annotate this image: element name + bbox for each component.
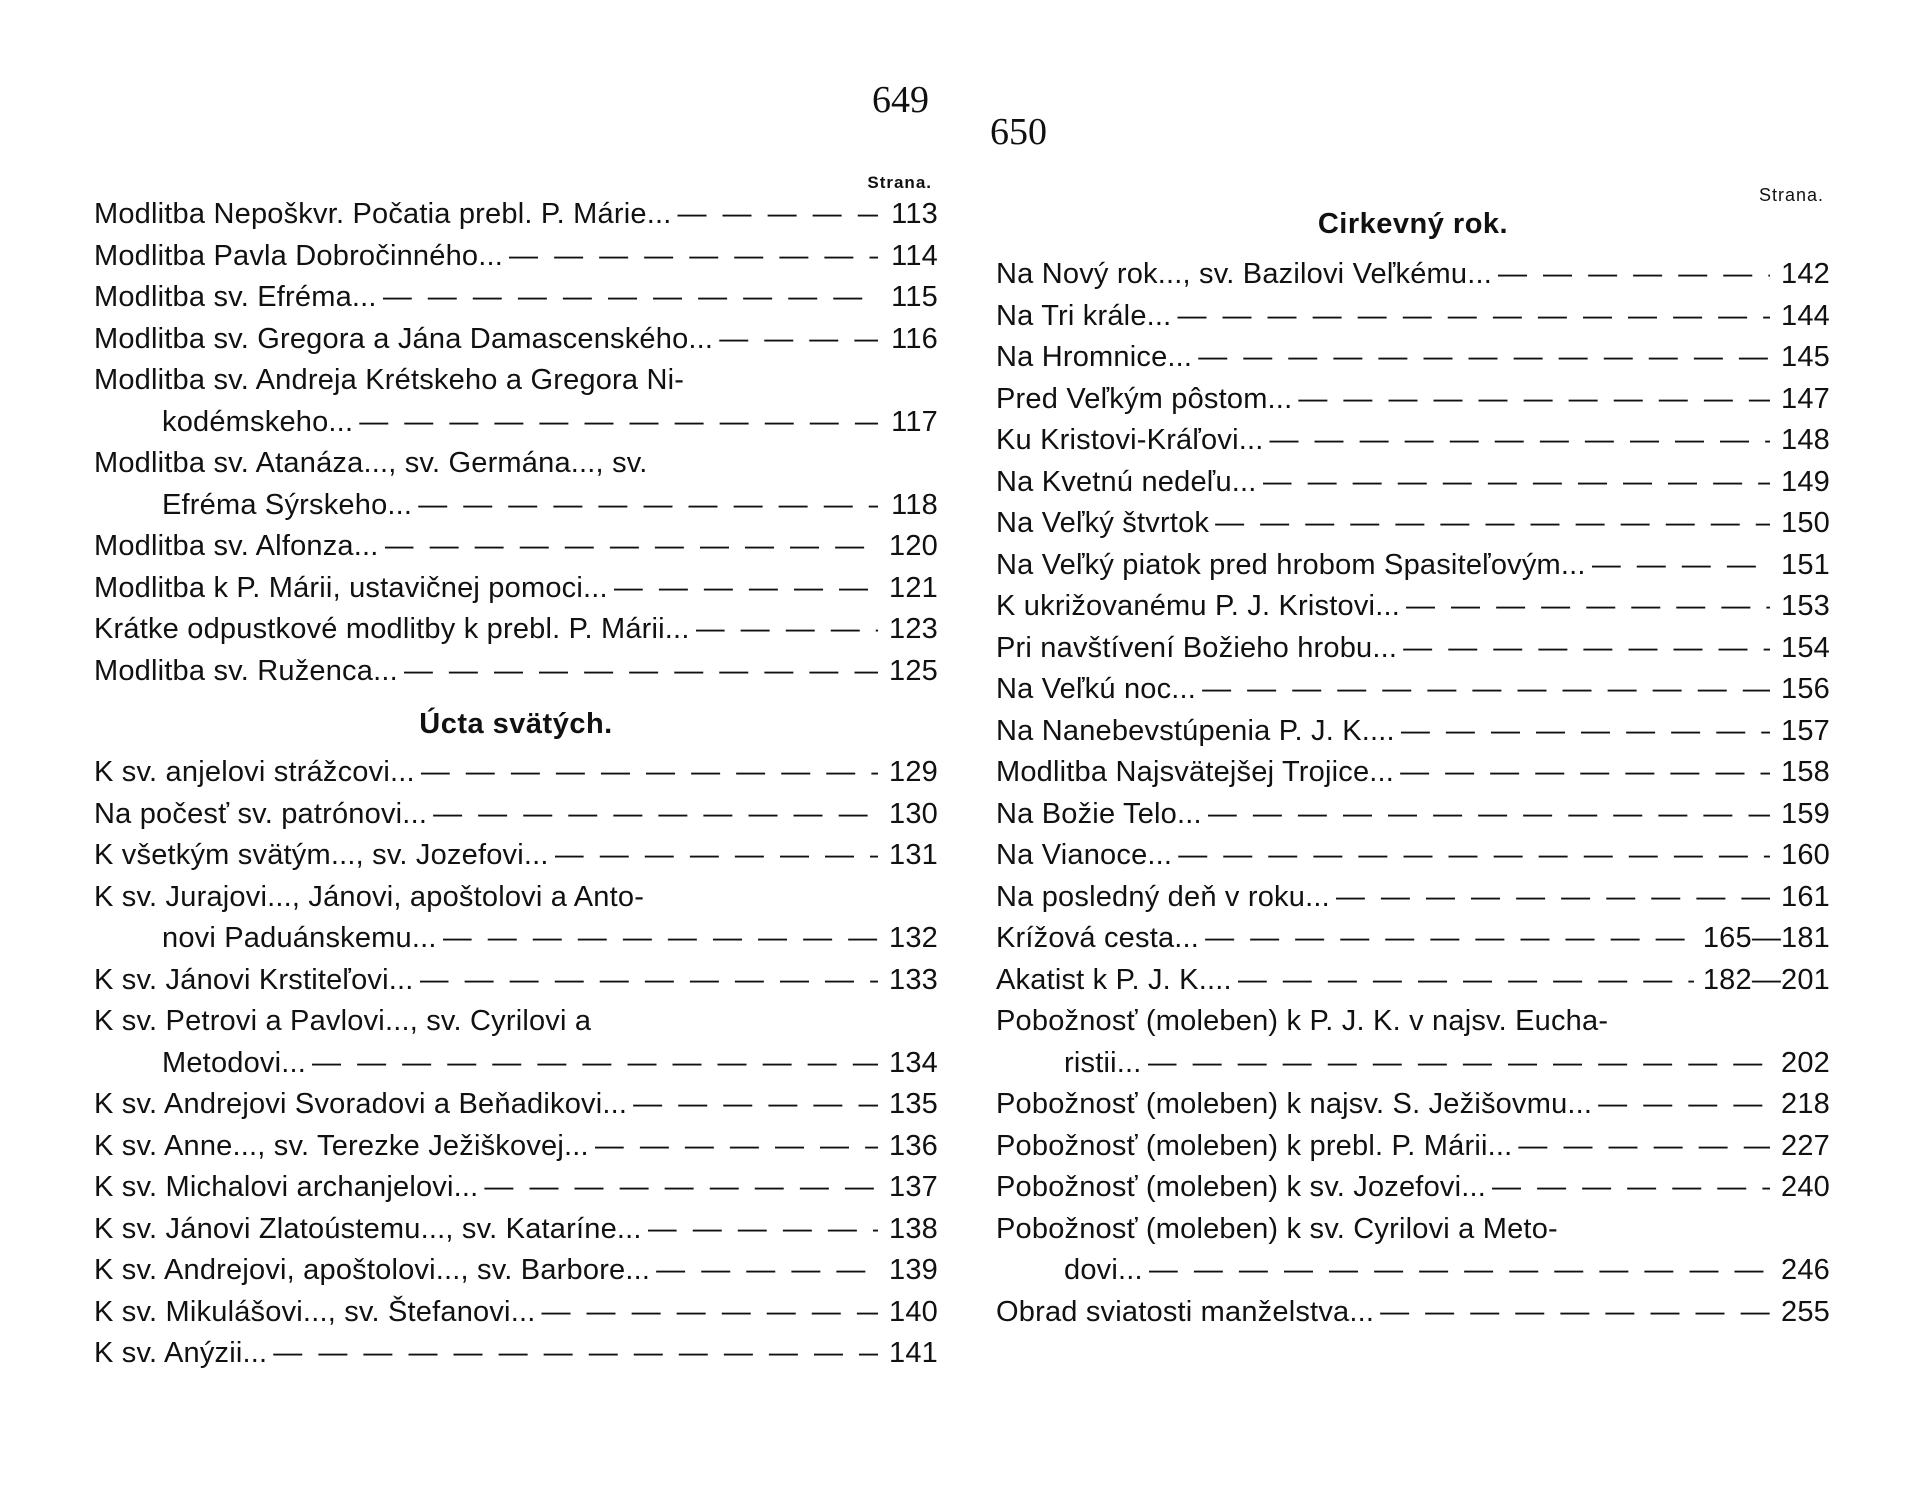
toc-entry-title: Na Veľký štvrtok — [996, 507, 1210, 539]
toc-page-number: 202 — [1781, 1046, 1830, 1079]
dash-leader — [648, 1209, 878, 1251]
toc-page-number: 113 — [891, 198, 938, 230]
toc-page-number: 165—181 — [1702, 922, 1830, 954]
toc-page-number: 141 — [889, 1337, 938, 1369]
toc-entry-title: Modlitba Najsvätejšej Trojice... — [996, 756, 1395, 788]
dash-leader — [418, 485, 878, 527]
toc-entry-title: Pobožnosť (moleben) k P. J. K. v najsv. Eucha- — [996, 1005, 1609, 1037]
section-heading: Úcta svätých. — [419, 708, 613, 740]
toc-page-number: 117 — [891, 405, 938, 438]
toc-entry-title: K sv. Jánovi Krstiteľovi... — [94, 963, 414, 996]
toc-entry-title: Na Tri krále... — [996, 299, 1172, 332]
dash-leader — [443, 918, 878, 960]
toc-entry-title: Modlitba sv. Andreja Krétskeho a Gregora Ni- — [94, 364, 685, 396]
dash-leader — [1492, 1167, 1770, 1209]
dash-leader — [677, 194, 878, 236]
toc-entry — [996, 794, 1830, 836]
toc-entry — [996, 1126, 1830, 1168]
toc-entry-title: K sv. Anýzii... — [94, 1337, 268, 1369]
toc-entry — [996, 503, 1830, 545]
dash-leader — [312, 1043, 878, 1085]
toc-entry-title: dovi... — [1064, 1254, 1143, 1286]
dash-leader — [404, 651, 878, 693]
toc-entry — [94, 1292, 938, 1334]
toc-entry — [996, 379, 1830, 421]
toc-entry — [996, 960, 1830, 1002]
dash-leader — [1400, 752, 1770, 794]
toc-entry-title: Obrad sviatosti manželstva... — [996, 1295, 1375, 1328]
toc-entry — [94, 794, 938, 836]
toc-page-number: 153 — [1781, 590, 1830, 622]
dash-leader — [1336, 877, 1770, 919]
toc-entry-title: Na Nový rok..., sv. Bazilovi Veľkému... — [996, 258, 1492, 290]
left-page-column — [94, 172, 938, 1375]
dash-leader — [595, 1126, 878, 1168]
dash-leader — [719, 319, 878, 361]
dash-leader — [1518, 1126, 1770, 1168]
toc-page-number: 156 — [1781, 673, 1830, 705]
toc-entry — [94, 526, 938, 568]
toc-entry — [94, 194, 938, 236]
toc-entry — [996, 918, 1830, 960]
strana-label: Strana. — [1758, 185, 1824, 205]
toc-entry — [996, 462, 1830, 504]
toc-page-number: 129 — [889, 756, 938, 788]
dash-leader — [420, 960, 878, 1002]
page-number-right: 650 — [990, 111, 1047, 153]
toc-page-number: 133 — [889, 963, 938, 996]
toc-entry-title: K sv. Jánovi Zlatoústemu..., sv. Kataríne... — [94, 1212, 642, 1245]
toc-entry — [996, 420, 1830, 462]
toc-entry-title: K sv. Anne..., sv. Terezke Ježiškovej... — [94, 1129, 589, 1162]
toc-entry — [94, 360, 938, 443]
toc-page-number: 154 — [1781, 631, 1830, 664]
toc-entry — [996, 877, 1830, 919]
dash-leader — [633, 1084, 878, 1126]
toc-page-number: 138 — [889, 1212, 938, 1245]
dash-leader — [484, 1167, 878, 1209]
toc-entry-title: Modlitba sv. Atanáza..., sv. Germána..., sv. — [94, 447, 648, 479]
toc-entry-title: K sv. anjelovi strážcovi... — [94, 756, 415, 788]
dash-leader — [696, 609, 878, 651]
dash-leader — [385, 526, 878, 568]
toc-entry-title: Modlitba sv. Ruženca... — [94, 654, 398, 687]
dash-leader — [1263, 462, 1770, 504]
toc-page-number: 227 — [1781, 1129, 1830, 1162]
toc-entry-title: Na Božie Telo... — [996, 797, 1202, 830]
page-number-left: 649 — [872, 79, 929, 121]
toc-entry-title: Krížová cesta... — [996, 922, 1200, 954]
toc-entry-title: Pred Veľkým pôstom... — [996, 382, 1293, 415]
dash-leader — [1149, 1250, 1770, 1292]
dash-leader — [1298, 379, 1770, 421]
toc-entry-title: Modlitba sv. Alfonza... — [94, 530, 379, 562]
toc-page-number: 114 — [891, 239, 938, 272]
dash-leader — [1592, 545, 1770, 587]
dash-leader — [656, 1250, 878, 1292]
dash-leader — [1238, 960, 1694, 1002]
dash-leader — [1401, 711, 1770, 753]
toc-page-number: 240 — [1781, 1171, 1830, 1203]
toc-entry — [996, 1084, 1830, 1126]
toc-page-number: 148 — [1781, 424, 1830, 456]
toc-page-number: 120 — [889, 530, 938, 562]
toc-page-number: 246 — [1781, 1254, 1830, 1286]
toc-page-number: 125 — [889, 654, 938, 687]
toc-entry-title: K sv. Petrovi a Pavlovi..., sv. Cyrilovi a — [94, 1005, 592, 1037]
dash-leader — [614, 568, 878, 610]
toc-page-number: 157 — [1781, 714, 1830, 747]
toc-page-number: 123 — [889, 613, 938, 645]
right-page-column — [996, 182, 1830, 1333]
toc-page-number: 147 — [1781, 382, 1830, 415]
toc-entry-title: K všetkým svätým..., sv. Jozefovi... — [94, 839, 549, 871]
toc-page-number: 118 — [891, 488, 938, 521]
toc-entry-title: Modlitba sv. Efréma... — [94, 281, 377, 313]
toc-page-number: 131 — [889, 839, 938, 871]
toc-page-number: 139 — [889, 1254, 938, 1286]
toc-entry-title: K sv. Mikulášovi..., sv. Štefanovi... — [94, 1295, 536, 1328]
toc-entry — [94, 877, 938, 960]
dash-leader — [1178, 835, 1770, 877]
toc-page-number: 158 — [1781, 756, 1830, 788]
dash-leader — [359, 402, 878, 444]
toc-entry-title: Ku Kristovi-Kráľovi... — [996, 424, 1264, 456]
toc-entry — [996, 1209, 1830, 1292]
dash-leader — [1498, 254, 1770, 296]
toc-page-number: 150 — [1781, 507, 1830, 539]
toc-entry — [94, 960, 938, 1002]
toc-entry-title: Na Kvetnú nedeľu... — [996, 465, 1257, 498]
dash-leader — [383, 277, 878, 319]
toc-list-prayers — [94, 194, 938, 692]
toc-entry — [94, 1209, 938, 1251]
dash-leader — [1208, 794, 1770, 836]
toc-page-number: 182—201 — [1702, 963, 1830, 996]
toc-entry-title: Modlitba Nepoškvr. Počatia prebl. P. Márie... — [94, 198, 672, 230]
toc-entry — [94, 835, 938, 877]
toc-entry-title: Krátke odpustkové modlitby k prebl. P. Márii... — [94, 613, 690, 645]
toc-entry-title: Na Veľkú noc... — [996, 673, 1197, 705]
toc-page-number: 136 — [889, 1129, 938, 1162]
toc-entry — [94, 609, 938, 651]
toc-page-number: 160 — [1781, 839, 1830, 871]
toc-entry-title: K ukrižovanému P. J. Kristovi... — [996, 590, 1400, 622]
strana-label: Strana. — [867, 173, 932, 192]
toc-entry-title: ristii... — [1064, 1046, 1142, 1079]
toc-page-number: 218 — [1781, 1088, 1830, 1120]
toc-entry — [996, 752, 1830, 794]
toc-entry — [94, 1167, 938, 1209]
toc-entry — [996, 254, 1830, 296]
toc-entry — [996, 586, 1830, 628]
toc-entry-title: Modlitba Pavla Dobročinného... — [94, 239, 504, 272]
toc-entry — [94, 1126, 938, 1168]
toc-entry — [996, 628, 1830, 670]
toc-entry-title: Efréma Sýrskeho... — [162, 488, 413, 521]
toc-entry-title: Modlitba k P. Márii, ustavičnej pomoci... — [94, 571, 608, 604]
dash-leader — [1403, 628, 1770, 670]
toc-page-number: 132 — [889, 922, 938, 954]
dash-leader — [421, 752, 878, 794]
toc-page-number: 144 — [1781, 299, 1830, 332]
dash-leader — [1202, 669, 1770, 711]
toc-entry — [94, 236, 938, 278]
dash-leader — [509, 236, 878, 278]
toc-page-number: 255 — [1781, 1295, 1830, 1328]
toc-page-number: 151 — [1781, 548, 1830, 581]
toc-entry-title: novi Paduánskemu... — [162, 922, 437, 954]
toc-entry-title: Na posledný deň v roku... — [996, 880, 1330, 913]
section-heading: Cirkevný rok. — [1317, 208, 1509, 240]
toc-entry-title: K sv. Andrejovi, apoštolovi..., sv. Barbore... — [94, 1254, 651, 1286]
dash-leader — [541, 1292, 878, 1334]
toc-entry-title: Pobožnosť (moleben) k sv. Cyrilovi a Meto- — [996, 1212, 1558, 1245]
toc-page-number: 134 — [889, 1046, 938, 1079]
dash-leader — [1198, 337, 1770, 379]
dash-leader — [433, 794, 878, 836]
toc-entry — [94, 568, 938, 610]
toc-page-number: 115 — [891, 281, 938, 313]
toc-entry — [94, 1084, 938, 1126]
toc-entry-title: Pobožnosť (moleben) k prebl. P. Márii... — [996, 1129, 1513, 1162]
toc-list-saints — [94, 752, 938, 1375]
toc-page-number: 137 — [889, 1171, 938, 1203]
toc-entry — [996, 1167, 1830, 1209]
toc-entry — [996, 337, 1830, 379]
toc-entry — [94, 1001, 938, 1084]
dash-leader — [555, 835, 878, 877]
toc-entry — [94, 651, 938, 693]
toc-page-number: 130 — [889, 797, 938, 830]
toc-page-number: 159 — [1781, 797, 1830, 830]
toc-entry-title: K sv. Andrejovi Svoradovi a Beňadikovi... — [94, 1088, 628, 1120]
toc-entry — [996, 669, 1830, 711]
dash-leader — [1205, 918, 1694, 960]
toc-page-number: 135 — [889, 1088, 938, 1120]
toc-page-number: 121 — [889, 571, 938, 604]
toc-entry-title: K sv. Michalovi archanjelovi... — [94, 1171, 479, 1203]
toc-page-number: 161 — [1781, 880, 1830, 913]
toc-list-church-year — [996, 254, 1830, 1333]
toc-page-number: 142 — [1781, 258, 1830, 290]
toc-entry — [996, 1001, 1830, 1084]
toc-entry — [94, 277, 938, 319]
toc-page-number: 145 — [1781, 341, 1830, 373]
toc-entry — [94, 319, 938, 361]
toc-entry-title: Metodovi... — [162, 1046, 307, 1079]
toc-entry-title: Pobožnosť (moleben) k sv. Jozefovi... — [996, 1171, 1487, 1203]
toc-page-number: 116 — [891, 322, 938, 355]
toc-entry — [996, 711, 1830, 753]
toc-entry-title: Pri navštívení Božieho hrobu... — [996, 631, 1398, 664]
toc-entry-title: Modlitba sv. Gregora a Jána Damascenského... — [94, 322, 714, 355]
dash-leader — [1380, 1292, 1770, 1334]
toc-entry-title: Na Nanebevstúpenia P. J. K.... — [996, 714, 1395, 747]
toc-page-number: 149 — [1781, 465, 1830, 498]
dash-leader — [1406, 586, 1770, 628]
toc-entry-title: kodémskeho... — [162, 405, 354, 438]
toc-page-number: 140 — [889, 1295, 938, 1328]
toc-entry — [94, 443, 938, 526]
toc-entry-title: K sv. Jurajovi..., Jánovi, apoštolovi a Anto- — [94, 880, 645, 913]
toc-entry-title: Na Vianoce... — [996, 839, 1173, 871]
dash-leader — [1269, 420, 1770, 462]
toc-entry-title: Akatist k P. J. K.... — [996, 963, 1232, 996]
toc-entry — [996, 1292, 1830, 1334]
toc-entry — [996, 296, 1830, 338]
toc-entry — [94, 1333, 938, 1375]
dash-leader — [1177, 296, 1770, 338]
dash-leader — [1215, 503, 1770, 545]
toc-entry-title: Na Hromnice... — [996, 341, 1193, 373]
toc-entry — [996, 545, 1830, 587]
toc-entry-title: Na Veľký piatok pred hrobom Spasiteľovým... — [996, 548, 1586, 581]
toc-entry — [94, 752, 938, 794]
dash-leader — [1598, 1084, 1770, 1126]
toc-entry-title: Na počesť sv. patrónovi... — [94, 797, 428, 830]
toc-entry — [996, 835, 1830, 877]
toc-entry-title: Pobožnosť (moleben) k najsv. S. Ježišovmu... — [996, 1088, 1593, 1120]
dash-leader — [273, 1333, 878, 1375]
dash-leader — [1148, 1043, 1770, 1085]
toc-entry — [94, 1250, 938, 1292]
